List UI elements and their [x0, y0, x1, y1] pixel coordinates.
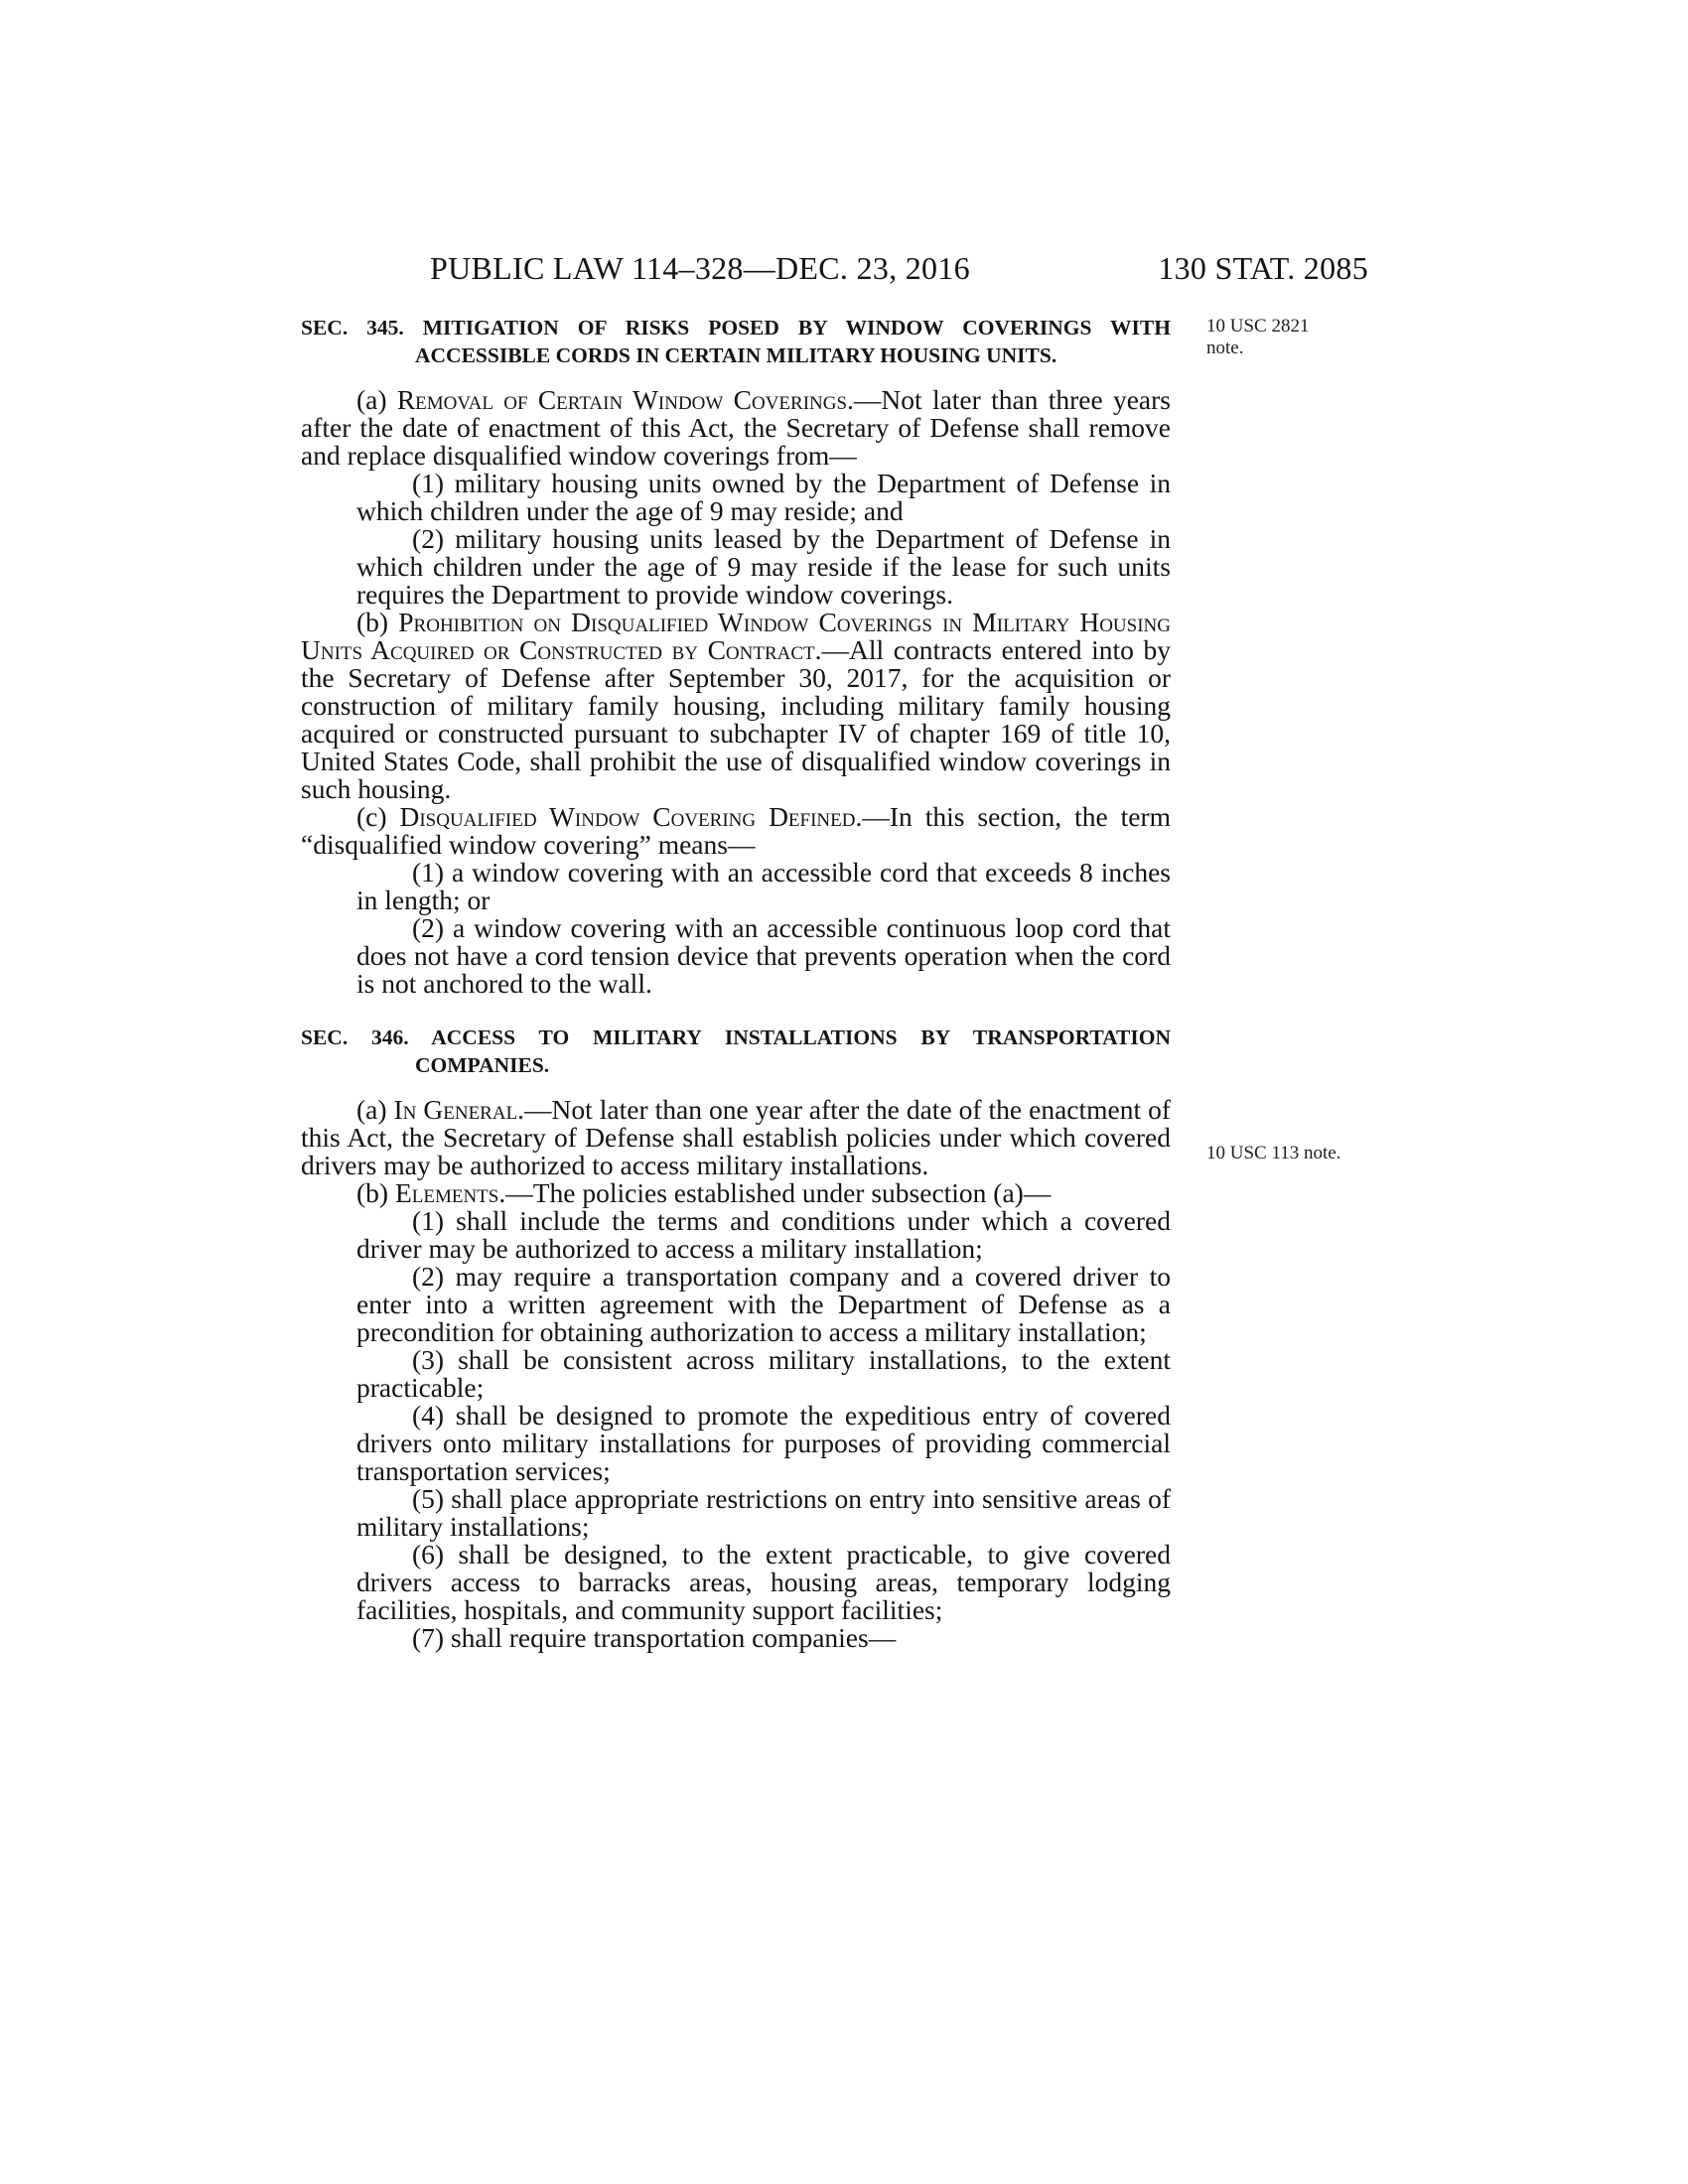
subsection-text: —Not later than one year after the date of the enactment of this Act, the Secretary of Defense shall establish policies under which covered drivers may be authorized to access military installations.	[301, 1094, 1171, 1180]
running-header	[430, 248, 1368, 288]
margin-note-sec-346: 10 USC 113 note.	[1206, 1143, 1341, 1163]
section-346-heading: SEC. 346. ACCESS TO MILITARY INSTALLATIONS BY TRANSPORTATION COMPANIES.	[301, 1025, 1171, 1077]
subsection-label: (a)	[356, 1094, 394, 1125]
subsection-label: (b)	[356, 1177, 395, 1208]
statute-page-number: 130 STAT. 2085	[1158, 250, 1368, 286]
subsection-caption: In General.	[393, 1094, 525, 1125]
sec-345-subsection-c	[301, 803, 1171, 859]
sec-345-c-item-1: (1) a window covering with an accessible cord that exceeds 8 inches in length; or	[356, 857, 1171, 915]
sec-346-b-item-5: (5) shall place appropriate restrictions on entry into sensitive areas of military installations;	[356, 1483, 1171, 1542]
sec-346-b-item-1: (1) shall include the terms and conditions under which a covered driver may be authorized to access a military installation;	[356, 1205, 1171, 1264]
sec-345-subsection-b	[301, 609, 1171, 803]
subsection-text: —In this section, the term “disqualified window covering” means—	[301, 801, 1172, 860]
sec-346-subsection-b	[301, 1179, 1171, 1207]
subsection-text: —All contracts entered into by the Secretary of Defense after September 30, 2017, for the acquisition or construction of military family housing, including military family housing acquired or constructed pursuant to subchapter IV of chapter 169 of title 10, United States Code, shall prohibit the use of disqualified window coverings in such housing.	[301, 634, 1171, 804]
subsection-text: —Not later than three years after the date of enactment of this Act, the Secretary of Defense shall remove and replace disqualified window coverings from—	[301, 384, 1171, 471]
sec-346-b-item-7: (7) shall require transportation companies—	[412, 1622, 897, 1653]
subsection-label: (a)	[356, 384, 397, 415]
text-column	[301, 314, 1171, 1652]
sec-345-a-item-2: (2) military housing units leased by the Department of Defense in which children under the age of 9 may reside if the lease for such units requires the Department to provide window coverings.	[356, 523, 1171, 610]
subsection-caption: Disqualified Window Covering Defined.	[399, 801, 863, 832]
subsection-caption: Prohibition on Disqualified Window Coverings in Military Housing Units Acquired or Constructed by Contract.	[301, 607, 1171, 665]
sec-345-subsection-a	[301, 386, 1171, 470]
subsection-caption: Elements.	[394, 1177, 506, 1208]
sec-345-c-item-2: (2) a window covering with an accessible continuous loop cord that does not have a cord tension device that prevents operation when the cord is not anchored to the wall.	[356, 912, 1171, 999]
subsection-text: —The policies established under subsection (a)—	[505, 1177, 1052, 1208]
subsection-label: (c)	[356, 801, 400, 832]
sec-346-b-item-2: (2) may require a transportation company and a covered driver to enter into a written agreement with the Department of Defense as a precondition for obtaining authorization to access a military installation;	[356, 1261, 1171, 1347]
subsection-label: (b)	[356, 607, 399, 637]
sec-346-subsection-a	[301, 1096, 1171, 1179]
margin-note-sec-345: 10 USC 2821 note.	[1206, 316, 1310, 358]
section-345-heading: SEC. 345. MITIGATION OF RISKS POSED BY WINDOW COVERINGS WITH ACCESSIBLE CORDS IN CERTAIN MILITARY HOUSING UNITS.	[301, 316, 1171, 367]
sec-346-b-item-6: (6) shall be designed, to the extent practicable, to give covered drivers access to barracks areas, housing areas, temporary lodging facilities, hospitals, and community support facilities;	[356, 1539, 1171, 1625]
sec-346-b-item-4: (4) shall be designed to promote the expeditious entry of covered drivers onto military installations for purposes of providing commercial transportation services;	[356, 1400, 1171, 1486]
sec-346-b-item-3: (3) shall be consistent across military installations, to the extent practicable;	[356, 1344, 1171, 1403]
public-law-citation: PUBLIC LAW 114–328—DEC. 23, 2016	[430, 250, 970, 286]
sec-345-a-item-1: (1) military housing units owned by the Department of Defense in which children under the age of 9 may reside; and	[356, 468, 1171, 526]
subsection-caption: Removal of Certain Window Coverings.	[396, 384, 854, 415]
